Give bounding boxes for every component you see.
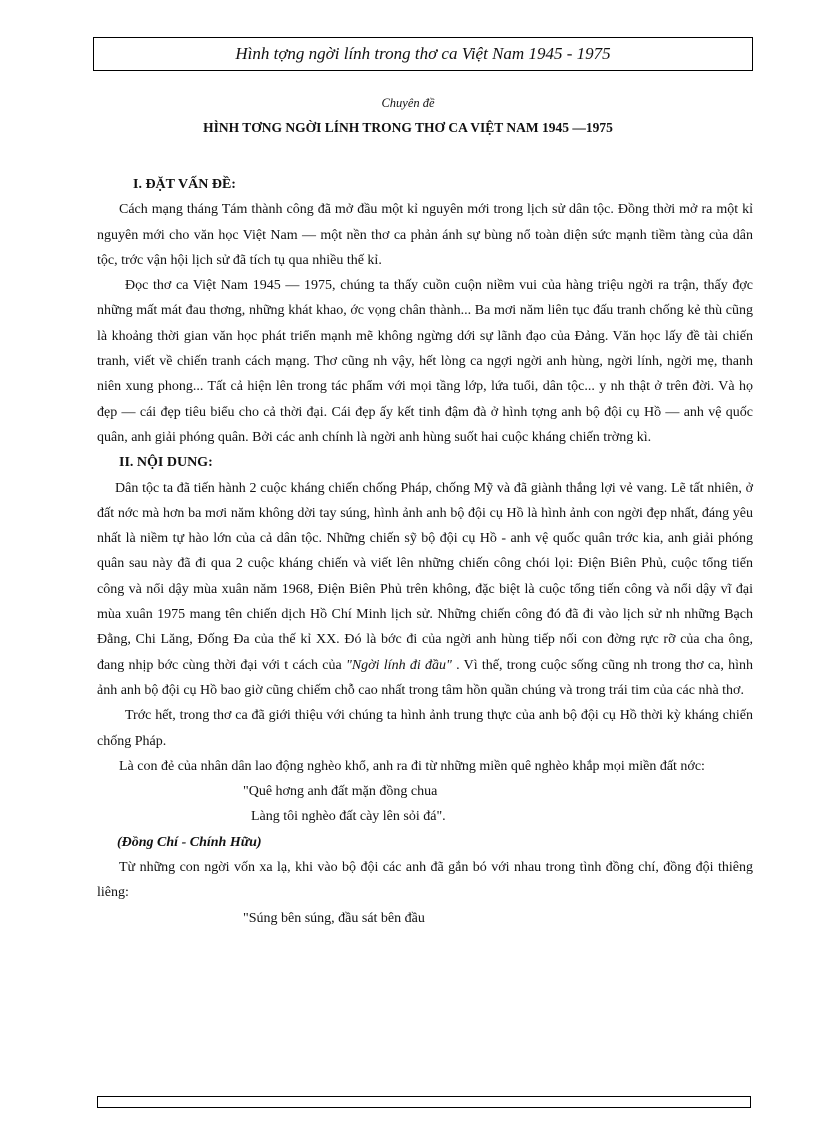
section-2-paragraph-4: Từ những con ngời vốn xa lạ, khi vào bộ đội các anh đã gắn bó với nhau trong tình đồng chí, đồng đội thiêng liêng: bbox=[97, 860, 753, 901]
document-kicker: Chuyên đề bbox=[381, 96, 435, 110]
section-2-paragraph-3: Là con đẻ của nhân dân lao động nghèo khổ, anh ra đi từ những miền quê nghèo khắp mọi miền đất nớc: bbox=[119, 758, 705, 774]
poem-line: "Quê hơng anh đất mặn đồng chua bbox=[243, 784, 438, 800]
page-footer-box bbox=[97, 1096, 751, 1108]
section-1-paragraph-1: Cách mạng tháng Tám thành công đã mở đầu một kỉ nguyên mới trong lịch sử dân tộc. Đồng thời mở ra một kỉ nguyên mới cho văn học Việt Nam — một nền thơ ca phản ánh sự bùng nổ toàn diện sức mạnh tiềm tàng của dân tộc, trớc vận hội lịch sử đã tích tụ qua nhiều thế kỉ. bbox=[97, 202, 753, 268]
section-2-paragraph-2: Trớc hết, trong thơ ca đã giới thiệu với chúng ta hình ảnh trung thực của anh bộ đội cụ Hồ thời kỳ kháng chiến chống Pháp. bbox=[97, 708, 753, 749]
section-1-heading: I. ĐẶT VẤN ĐỀ: bbox=[133, 177, 236, 192]
document-body bbox=[97, 172, 753, 931]
poem-line: Làng tôi nghèo đất cày lên sỏi đá". bbox=[251, 809, 446, 825]
document-title: HÌNH TƠNG NGỜI LÍNH TRONG THƠ CA VIỆT NAM 1945 —1975 bbox=[203, 120, 613, 135]
poem-line: "Súng bên súng, đầu sát bên đầu bbox=[243, 910, 425, 926]
paragraph-text: Dân tộc ta đã tiến hành 2 cuộc kháng chiến chống Pháp, chống Mỹ và đã giành thắng lợi vẻ vang. Lẽ tất nhiên, ở đất nớc mà hơn ba mơi năm không dời tay súng, hình ảnh anh bộ đội cụ Hồ là hình ảnh con ngời đẹp nhất, đáng yêu nhất là niềm tự hào lớn của cả dân tộc. Những chiến sỹ bộ đội cụ Hồ - anh vệ quốc quân trớc kia, anh giải phóng quân sau này đã đi qua 2 cuộc kháng chiến và viết lên những chiến công chói lọi: Điện Biên Phủ, cuộc tổng tiến công và nổi dậy mùa xuân năm 1968, Điện Biên Phủ trên không, đặc biệt là cuộc tổng tiến công và nổi dậy vĩ đại mùa xuân 1975 mang tên chiến dịch Hồ Chí Minh lịch sử. Những chiến công đó đã đi vào lịch sử nh những Bạch Đằng, Chi Lăng, Đống Đa của thế kỉ XX. Đó là bớc đi của ngời anh hùng tiếp nối con đờng rực rỡ của cha ông, đang nhịp bớc cùng thời đại với t cách của bbox=[97, 480, 753, 673]
section-2-heading: II. NỘI DUNG: bbox=[119, 455, 213, 471]
inline-quote: "Ngời lính đi đầu" bbox=[345, 657, 452, 673]
section-2-paragraph-1 bbox=[97, 476, 753, 704]
paragraph-text: . Vì thế, trong cuộc sống cũng nh trong thơ ca, hình ảnh anh bộ đội cụ Hồ bao giờ cũng chiếm chỗ cao nhất trong tâm hồn quần chúng và trong trái tim của các nhà thơ. bbox=[97, 657, 753, 698]
section-1-paragraph-2: Đọc thơ ca Việt Nam 1945 — 1975, chúng ta thấy cuồn cuộn niềm vui của hàng triệu ngời ra trận, thấy đợc những mất mát đau thơng, những khát khao, ớc vọng chân thành... Ba mơi năm liên tục đấu tranh chống kẻ thù cũng là khoảng thời gian văn học phát triển mạnh mẽ không ngừng dới sự lãnh đạo của Đảng. Văn học lấy đề tài chiến tranh, viết về chiến tranh cách mạng. Thơ cũng nh vậy, hết lòng ca ngợi ngời anh hùng, ngời lính, ngời mẹ, thanh niên xung phong... Tất cả hiện lên trong tác phẩm với mọi tầng lớp, lứa tuổi, dân tộc... y nh thật ở trên đời. Và họ đẹp — cái đẹp tiêu biểu cho cả thời đại. Cái đẹp ấy kết tinh đậm đà ở hình tợng anh bộ đội cụ Hồ — anh vệ quốc quân, anh giải phóng quân. Bởi các anh chính là ngời anh hùng suốt hai cuộc kháng chiến trờng kì. bbox=[97, 278, 753, 445]
running-title: Hình tợng ngời lính trong thơ ca Việt Nam 1945 - 1975 bbox=[235, 44, 611, 63]
poem-citation: (Đồng Chí - Chính Hữu) bbox=[117, 834, 262, 850]
running-header bbox=[93, 37, 753, 71]
